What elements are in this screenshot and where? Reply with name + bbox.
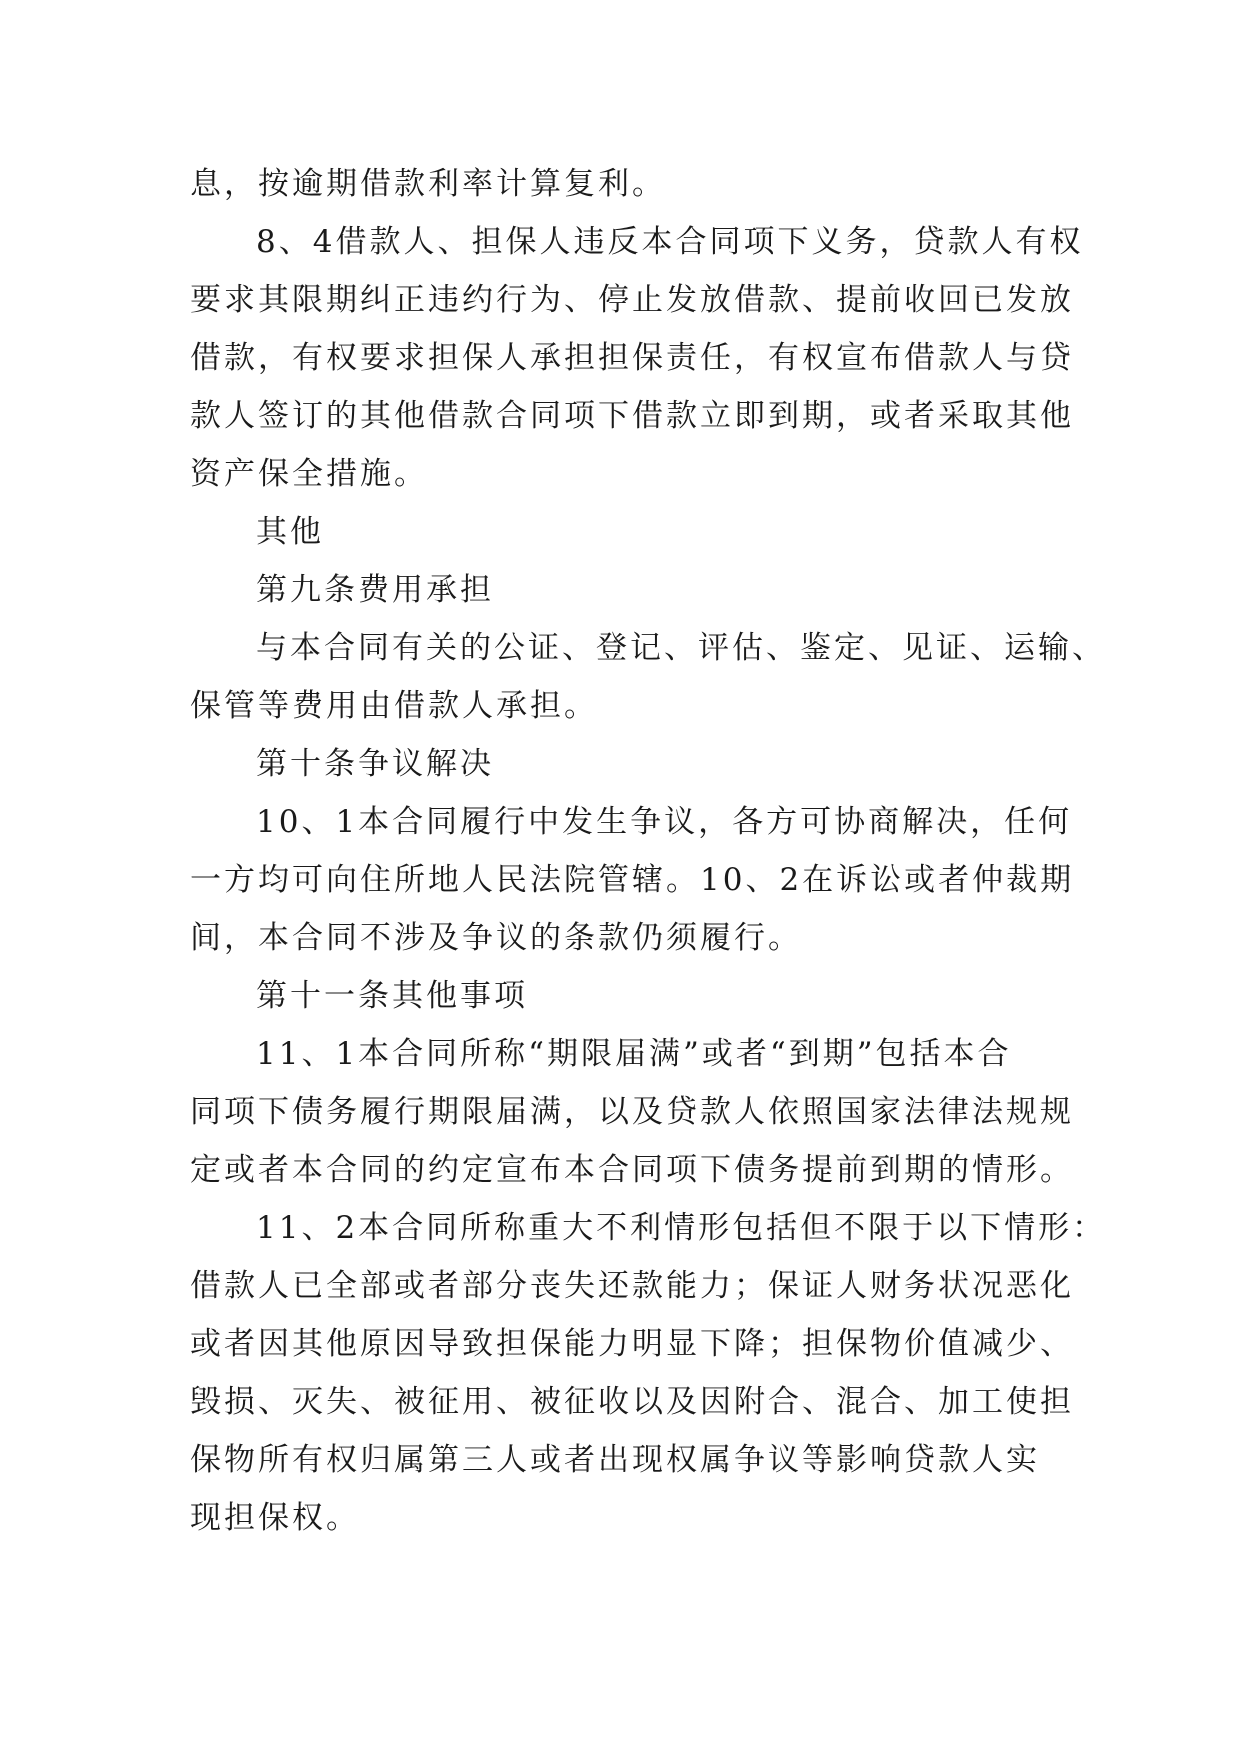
text-line: 借款人已全部或者部分丧失还款能力；保证人财务状况恶化 (190, 1268, 1074, 1304)
clause-11-2-line: 11、2本合同所称重大不利情形包括但不限于以下情形： (256, 1210, 1107, 1246)
text-line: 间，本合同不涉及争议的条款仍须履行。 (190, 920, 802, 956)
text-line: 保物所有权归属第三人或者出现权属争议等影响贷款人实 (190, 1442, 1040, 1478)
text-line: 一方均可向住所地人民法院管辖。10、2在诉讼或者仲裁期 (190, 862, 1075, 898)
text-line: 定或者本合同的约定宣布本合同项下债务提前到期的情形。 (190, 1152, 1074, 1188)
clause-8-4-line: 8、4借款人、担保人违反本合同项下义务，贷款人有权 (256, 224, 1084, 260)
article-9-heading: 第九条费用承担 (256, 572, 494, 608)
text-line: 借款，有权要求担保人承担担保责任，有权宣布借款人与贷 (190, 340, 1074, 376)
article-9-body-line: 与本合同有关的公证、登记、评估、鉴定、见证、运输、 (256, 630, 1106, 666)
article-11-heading: 第十一条其他事项 (256, 978, 528, 1014)
document-body (190, 155, 1107, 1547)
text-line: 保管等费用由借款人承担。 (190, 688, 598, 724)
clause-10-1-line: 10、1本合同履行中发生争议，各方可协商解决，任何 (256, 804, 1073, 840)
article-10-heading: 第十条争议解决 (256, 746, 494, 782)
text-line: 要求其限期纠正违约行为、停止发放借款、提前收回已发放 (190, 282, 1074, 318)
text-line: 息，按逾期借款利率计算复利。 (190, 166, 666, 202)
section-heading-other: 其他 (256, 514, 324, 550)
text-line: 毁损、灭失、被征用、被征收以及因附合、混合、加工使担 (190, 1384, 1074, 1420)
text-line: 资产保全措施。 (190, 456, 428, 492)
text-line: 款人签订的其他借款合同项下借款立即到期，或者采取其他 (190, 398, 1074, 434)
text-line: 同项下债务履行期限届满，以及贷款人依照国家法律法规规 (190, 1094, 1074, 1130)
clause-11-1-line: 11、1本合同所称“期限届满”或者“到期”包括本合 (256, 1036, 1012, 1072)
text-line: 或者因其他原因导致担保能力明显下降；担保物价值减少、 (190, 1326, 1074, 1362)
text-line: 现担保权。 (190, 1500, 360, 1536)
